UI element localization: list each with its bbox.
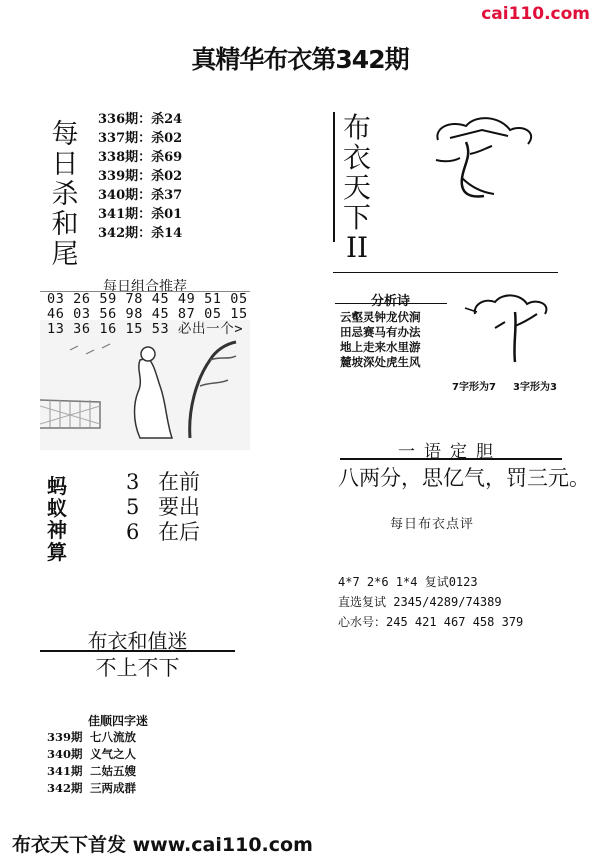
list-item: 340期：杀37	[98, 188, 183, 203]
buyi-tianxia-text: 布衣天下 II	[342, 111, 371, 264]
divider	[340, 458, 562, 460]
review-line: 心水号：245 421 467 458 379	[338, 615, 524, 629]
list-item: 341期：杀01	[98, 207, 183, 222]
combo-title: 每日组合推荐	[103, 279, 187, 295]
list-item: 342期 三两成群	[47, 781, 136, 795]
list-item: 337期：杀02	[98, 131, 183, 146]
daily-kill-list	[98, 110, 182, 243]
combo-row: 46 03 56 98 45 87 05 15	[47, 306, 248, 322]
scholar-illustration-icon	[40, 320, 250, 450]
combo-numbers	[47, 292, 248, 337]
yiyu-text: 八两分，思亿气，罚三元。	[338, 466, 590, 490]
ant-row: 5 要出	[126, 495, 200, 519]
list-item: 336期：杀24	[98, 112, 183, 127]
four-riddle-title: 佳顺四字迷	[88, 714, 149, 728]
list-item: 338期：杀69	[98, 150, 183, 165]
shape-note-right: 3字形为3	[513, 382, 557, 393]
four-riddle-list	[47, 729, 136, 797]
byhz-answer: 不上不下	[95, 656, 180, 680]
mountain-figure-icon	[410, 108, 560, 228]
daily-kill-label: 每日杀和尾	[51, 119, 79, 270]
shape-note-left: 7字形为7	[452, 382, 496, 393]
list-item: 339期：杀02	[98, 169, 183, 184]
yiyu-title: 一语定胆	[398, 442, 502, 462]
mountain-figure-icon	[455, 288, 565, 373]
ant-positions	[126, 470, 200, 545]
ant-row: 3 在前	[126, 470, 200, 494]
review-line: 直选复试 2345/4289/74389	[338, 595, 502, 609]
ant-label: 蚂蚁神算	[47, 474, 67, 564]
poem-line: 麓坡深处虎生风	[340, 355, 421, 369]
review-title: 每日布衣点评	[390, 517, 475, 532]
page-title: 真精华布衣第342期	[191, 45, 409, 74]
list-item: 341期 二姑五嫂	[47, 764, 136, 778]
combo-row: 03 26 59 78 45 49 51 05	[47, 291, 248, 307]
review-line: 4*7 2*6 1*4 复试0123	[338, 575, 478, 589]
analysis-poem	[340, 310, 421, 370]
poem-line: 云壑灵钟龙伏涧	[340, 310, 421, 324]
analysis-title: 分析诗	[370, 294, 410, 309]
list-item: 339期 七八流放	[47, 730, 136, 744]
list-item: 342期：杀14	[98, 226, 183, 241]
byhz-title: 布衣和值迷	[87, 629, 188, 653]
list-item: 340期 义气之人	[47, 747, 136, 761]
footer-text: 布衣天下首发 www.cai110.com	[12, 834, 313, 856]
site-logo[interactable]: cai110.com	[481, 4, 590, 24]
poem-line: 地上走来水里游	[340, 340, 421, 354]
review-lines	[338, 572, 523, 632]
combo-row: 13 36 16 15 53 必出一个>	[47, 321, 244, 337]
divider	[333, 272, 558, 273]
ant-row: 6 在后	[126, 520, 200, 544]
poem-line: 田忌赛马有办法	[340, 325, 421, 339]
divider	[333, 112, 335, 242]
